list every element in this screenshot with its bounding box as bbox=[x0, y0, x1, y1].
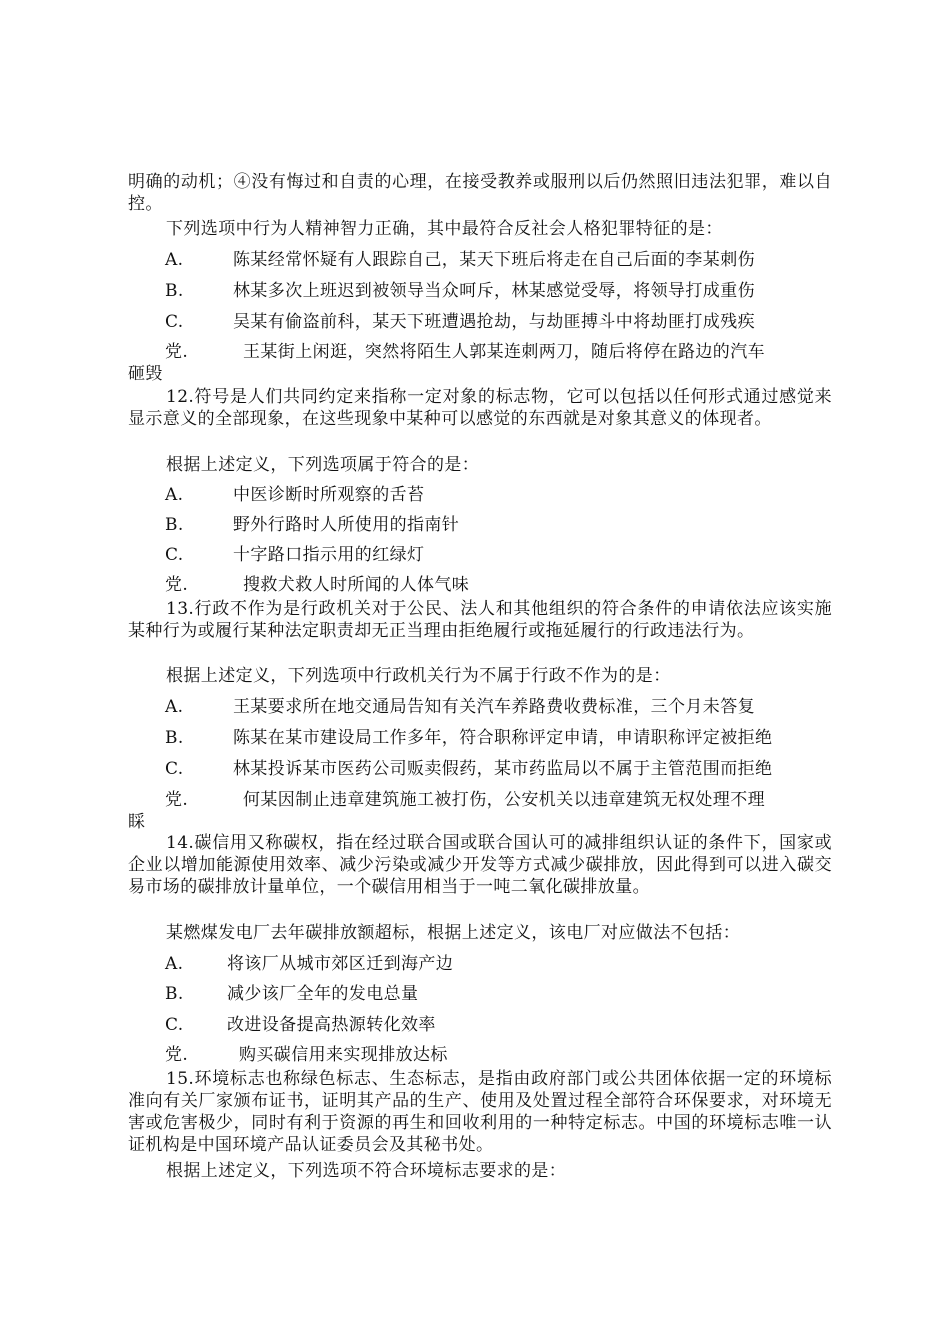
q13-option-d bbox=[128, 789, 832, 833]
option-text: 改进设备提高热源转化效率 bbox=[227, 1015, 436, 1035]
option-letter: C. bbox=[165, 312, 184, 332]
q12-stem: 根据上述定义，下列选项属于符合的是： bbox=[166, 455, 480, 475]
option-letter: A. bbox=[165, 250, 184, 270]
option-letter: A. bbox=[165, 954, 184, 974]
q12-option-b bbox=[165, 514, 459, 536]
q12-option-d bbox=[165, 574, 832, 596]
option-text-wrap: 睬 bbox=[128, 812, 146, 832]
q11-stem: 下列选项中行为人精神智力正确，其中最符合反社会人格犯罪特征的是： bbox=[166, 219, 723, 239]
option-text: 林某投诉某市医药公司贩卖假药，某市药监局以不属于主管范围而拒绝 bbox=[233, 759, 773, 779]
q14-option-b bbox=[165, 983, 418, 1005]
option-text: 陈某在某市建设局工作多年，符合职称评定申请，申请职称评定被拒绝 bbox=[233, 728, 773, 748]
q11-option-b bbox=[165, 280, 755, 302]
q14-option-d bbox=[165, 1044, 832, 1066]
option-text: 陈某经常怀疑有人跟踪自己，某天下班后将走在自己后面的李某刺伤 bbox=[233, 250, 755, 270]
option-text-wrap: 砸毁 bbox=[128, 364, 163, 384]
q12-option-a bbox=[165, 484, 424, 506]
q11-option-d bbox=[128, 341, 832, 385]
option-letter: C. bbox=[165, 759, 184, 779]
option-text: 中医诊断时所观察的舌苔 bbox=[233, 485, 425, 505]
q13-option-b bbox=[165, 727, 772, 749]
q12-option-c bbox=[165, 544, 424, 566]
option-letter: C. bbox=[165, 1015, 184, 1035]
option-letter: C. bbox=[165, 545, 184, 565]
q15-definition: 15.环境标志也称绿色标志、生态标志，是指由政府部门或公共团体依据一定的环境标准向有关厂家颁布证书，证明其产品的生产、使用及处置过程全部符合环保要求，对环境无害或危害极少，同时有利于资源的再生和回收利用的一种特定标志。中国的环境标志唯一认证机构是中国环境产品认证委员会及其秘书处。 bbox=[128, 1069, 832, 1155]
option-letter: 党. bbox=[165, 1045, 189, 1065]
paragraph-continuation: 明确的动机；④没有悔过和自责的心理，在接受教养或服刑以后仍然照旧违法犯罪，难以自控。 bbox=[128, 172, 832, 214]
option-letter: B. bbox=[165, 984, 184, 1004]
option-text: 搜救犬救人时所闻的人体气味 bbox=[243, 575, 470, 595]
option-text: 将该厂从城市郊区迁到海产边 bbox=[227, 954, 454, 974]
q14-definition: 14.碳信用又称碳权，指在经过联合国或联合国认可的减排组织认证的条件下，国家或企业以增加能源使用效率、减少污染或减少开发等方式减少碳排放，因此得到可以进入碳交易市场的碳排放计量单位，一个碳信用相当于一吨二氧化碳排放量。 bbox=[128, 833, 832, 897]
option-text: 十字路口指示用的红绿灯 bbox=[233, 545, 425, 565]
q13-stem: 根据上述定义，下列选项中行政机关行为不属于行政不作为的是： bbox=[166, 666, 671, 686]
option-text: 林某多次上班迟到被领导当众呵斥，林某感觉受辱，将领导打成重伤 bbox=[233, 281, 755, 301]
option-letter: 党. bbox=[165, 575, 189, 595]
option-letter: A. bbox=[165, 485, 184, 505]
option-letter: A. bbox=[165, 697, 184, 717]
option-text: 王某要求所在地交通局告知有关汽车养路费收费标准，三个月未答复 bbox=[233, 697, 755, 717]
option-letter: B. bbox=[165, 515, 184, 535]
q13-option-a bbox=[165, 696, 755, 718]
q14-stem: 某燃煤发电厂去年碳排放额超标，根据上述定义，该电厂对应做法不包括： bbox=[166, 923, 741, 943]
q14-option-c bbox=[165, 1014, 436, 1036]
option-letter: 党. bbox=[165, 790, 189, 810]
option-text: 何某因制止违章建筑施工被打伤，公安机关以违章建筑无权处理不理 bbox=[243, 790, 765, 810]
option-text: 王某街上闲逛，突然将陌生人郭某连刺两刀，随后将停在路边的汽车 bbox=[243, 342, 765, 362]
q14-option-a bbox=[165, 953, 453, 975]
option-text: 减少该厂全年的发电总量 bbox=[227, 984, 419, 1004]
option-text: 购买碳信用来实现排放达标 bbox=[239, 1045, 448, 1065]
option-letter: 党. bbox=[165, 342, 189, 362]
q11-option-c bbox=[165, 311, 755, 333]
option-text: 吴某有偷盗前科，某天下班遭遇抢劫，与劫匪搏斗中将劫匪打成残疾 bbox=[233, 312, 755, 332]
option-text: 野外行路时人所使用的指南针 bbox=[233, 515, 460, 535]
q13-definition: 13.行政不作为是行政机关对于公民、法人和其他组织的符合条件的申请依法应该实施某种行为或履行某种法定职责却无正当理由拒绝履行或拖延履行的行政违法行为。 bbox=[128, 599, 832, 641]
option-letter: B. bbox=[165, 281, 184, 301]
q12-definition: 12.符号是人们共同约定来指称一定对象的标志物，它可以包括以任何形式通过感觉来显示意义的全部现象，在这些现象中某种可以感觉的东西就是对象其意义的体现者。 bbox=[128, 387, 832, 429]
q13-option-c bbox=[165, 758, 772, 780]
q11-option-a bbox=[165, 249, 755, 271]
q15-stem: 根据上述定义，下列选项不符合环境标志要求的是： bbox=[166, 1161, 567, 1181]
option-letter: B. bbox=[165, 728, 184, 748]
